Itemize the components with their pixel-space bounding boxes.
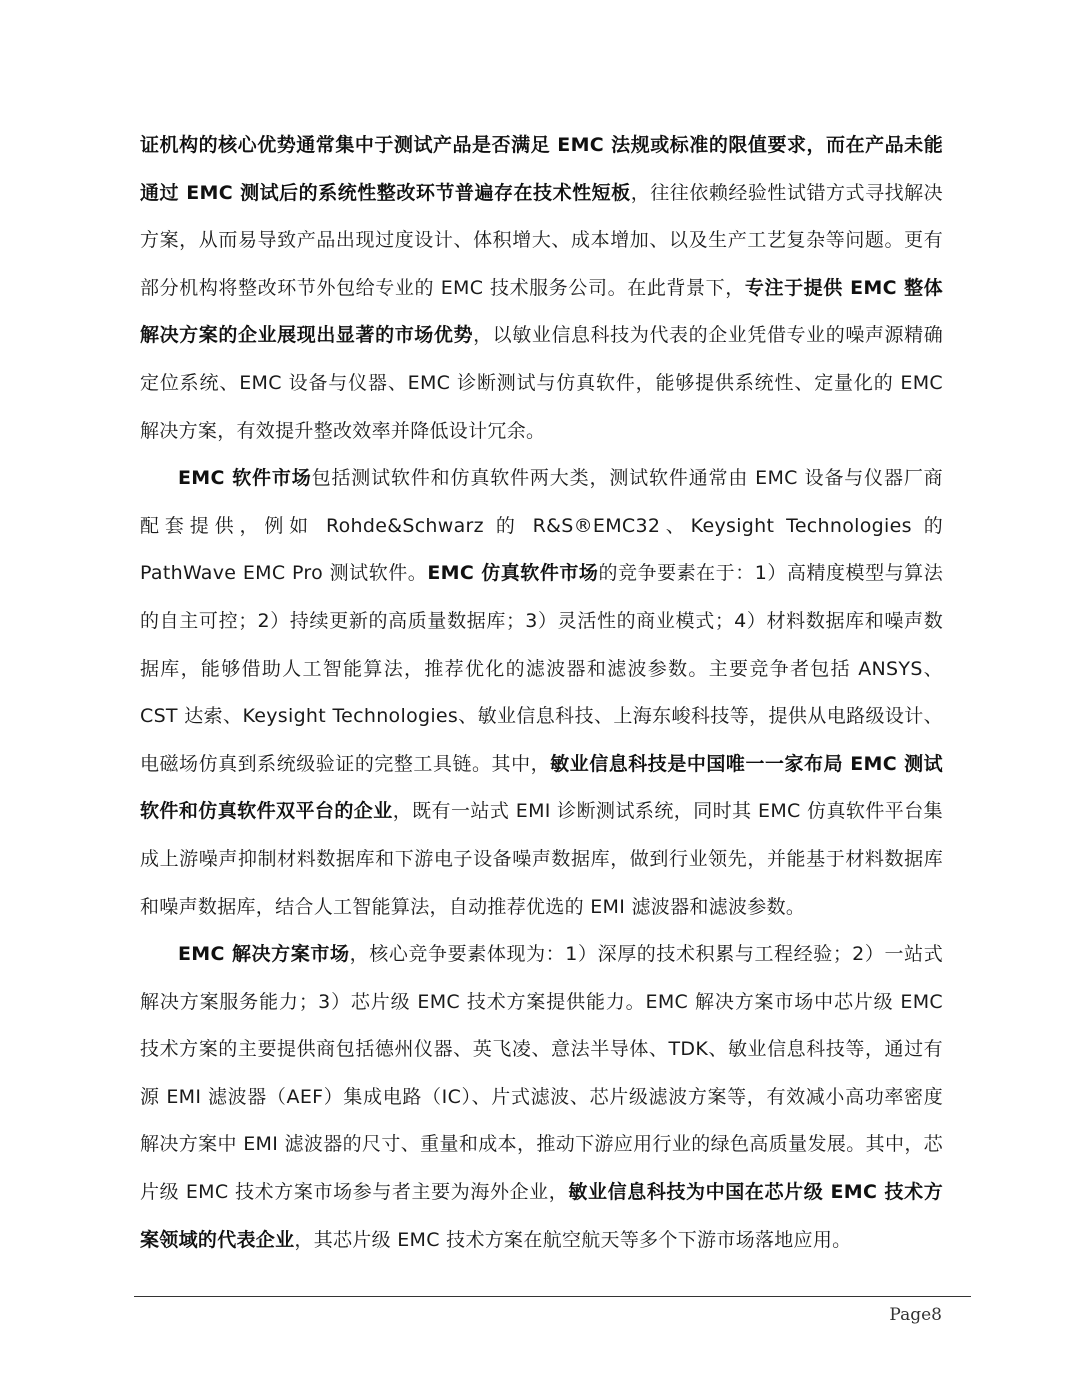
body-text	[140, 122, 943, 1264]
bold-run: 敏业信息科技为中国在芯片级 EMC 技术方案领域的代表企业	[140, 1181, 943, 1251]
footer-divider	[134, 1296, 971, 1297]
text-run: ，其芯片级 EMC 技术方案在航空航天等多个下游市场落地应用。	[294, 1228, 852, 1251]
text-run: ，核心竞争要素体现为：1）深厚的技术积累与工程经验；2）一站式解决方案服务能力；3）芯片级 EMC 技术方案提供能力。EMC 解决方案市场中芯片级 EMC 技术方案的主要提供商包括德州仪器、英飞凌、意法半导体、TDK、敏业信息科技等，通过有源 EMI 滤波器（AEF）集成电路（IC）、片式滤波、芯片级滤波方案等，有效减小高功率密度解决方案中 EMI 滤波器的尺寸、重量和成本，推动下游应用行业的绿色高质量发展。其中，芯片级 EMC 技术方案市场参与者主要为海外企业，	[140, 943, 943, 1204]
bold-run: EMC 仿真软件市场	[427, 562, 599, 585]
bold-run: 证机构的核心优势通常集中于测试产品是否满足 EMC 法规或标准的限值要求，而在产品未能通过 EMC 测试后的系统性整改环节普遍存在技术性短板	[140, 134, 943, 204]
bold-run: 敏业信息科技是中国唯一一家布局 EMC 测试软件和仿真软件双平台的企业	[140, 752, 943, 823]
paragraph-2	[140, 455, 943, 931]
text-run: 包括测试软件和仿真软件两大类，测试软件通常由 EMC 设备与仪器厂商配套提供，例如 Rohde&Schwarz 的 R&S®EMC32、Keysight Technologies 的 PathWave EMC Pro 测试软件。	[140, 467, 943, 585]
text-run: ，既有一站式 EMI 诊断测试系统，同时其 EMC 仿真软件平台集成上游噪声抑制材料数据库和下游电子设备噪声数据库，做到行业领先，并能基于材料数据库和噪声数据库，结合人工智能算法，自动推荐优选的 EMI 滤波器和滤波参数。	[140, 800, 943, 918]
paragraph-1	[140, 122, 943, 455]
bold-run: EMC 软件市场	[178, 467, 312, 490]
page-number: Page8	[889, 1305, 942, 1325]
bold-run: EMC 解决方案市场	[178, 943, 350, 966]
bold-run: 专注于提供 EMC 整体解决方案的企业展现出显著的市场优势	[140, 276, 943, 347]
paragraph-3	[140, 931, 943, 1264]
text-run: ，往往依赖经验性试错方式寻找解决方案，从而易导致产品出现过度设计、体积增大、成本增加、以及生产工艺复杂等问题。更有部分机构将整改环节外包给专业的 EMC 技术服务公司。在此背景下，	[140, 181, 943, 299]
text-run: ，以敏业信息科技为代表的企业凭借专业的噪声源精确定位系统、EMC 设备与仪器、EMC 诊断测试与仿真软件，能够提供系统性、定量化的 EMC 解决方案，有效提升整改效率并降低设计冗余。	[140, 324, 943, 442]
text-run: 的竞争要素在于：1）高精度模型与算法的自主可控；2）持续更新的高质量数据库；3）灵活性的商业模式；4）材料数据库和噪声数据库，能够借助人工智能算法，推荐优化的滤波器和滤波参数。主要竞争者包括 ANSYS、CST 达索、Keysight Technologies、敏业信息科技、上海东峻科技等，提供从电路级设计、电磁场仿真到系统级验证的完整工具链。其中，	[140, 562, 943, 775]
